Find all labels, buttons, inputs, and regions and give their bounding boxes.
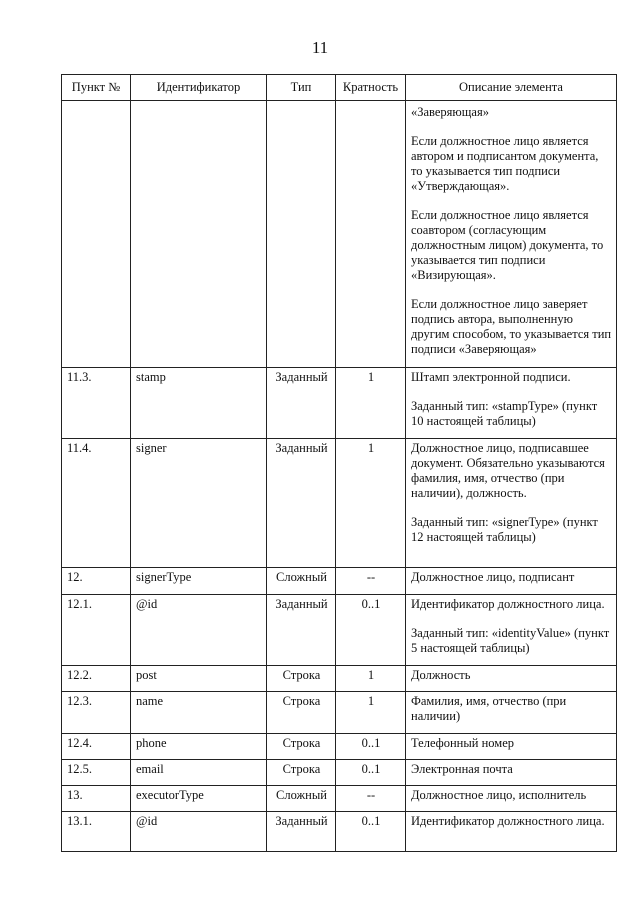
cell-description: [406, 101, 617, 368]
table-row: [62, 368, 617, 439]
table-row: [62, 595, 617, 666]
cell-multiplicity: 1: [336, 692, 406, 734]
cell-identifier: stamp: [131, 368, 267, 439]
table-row: [62, 439, 617, 568]
cell-multiplicity: 1: [336, 666, 406, 692]
cell-multiplicity: 1: [336, 368, 406, 439]
table-row: [62, 734, 617, 760]
table-row: [62, 666, 617, 692]
cell-identifier: phone: [131, 734, 267, 760]
header-num: Пункт №: [62, 75, 131, 101]
table-row: [62, 568, 617, 595]
header-identifier: Идентификатор: [131, 75, 267, 101]
table-row: [62, 786, 617, 812]
cell-num: 12.1.: [62, 595, 131, 666]
cell-num: [62, 101, 131, 368]
cell-description: [406, 368, 617, 439]
cell-description: [406, 595, 617, 666]
cell-type: Строка: [267, 666, 336, 692]
description-paragraph: Если должностное лицо является автором и подписантом документа, то указывается тип подписи «Утверждающая».: [411, 134, 599, 193]
cell-identifier: signer: [131, 439, 267, 568]
cell-type: Сложный: [267, 786, 336, 812]
cell-description: [406, 760, 617, 786]
description-paragraph: Должность: [411, 668, 471, 682]
cell-identifier: signerType: [131, 568, 267, 595]
cell-identifier: email: [131, 760, 267, 786]
description-paragraph: Должностное лицо, подписавшее документ. Обязательно указываются фамилия, имя, отчество (при наличии), должность.: [411, 441, 605, 500]
description-paragraph: Идентификатор должностного лица.: [411, 597, 605, 611]
description-paragraph: Штамп электронной подписи.: [411, 370, 571, 384]
cell-num: 12.5.: [62, 760, 131, 786]
cell-description: [406, 666, 617, 692]
cell-description: [406, 439, 617, 568]
cell-multiplicity: 1: [336, 439, 406, 568]
description-paragraph: Заданный тип: «signerType» (пункт 12 настоящей таблицы): [411, 515, 598, 544]
cell-type: [267, 101, 336, 368]
cell-identifier: @id: [131, 595, 267, 666]
cell-type: Строка: [267, 692, 336, 734]
description-paragraph: Телефонный номер: [411, 736, 514, 750]
cell-identifier: [131, 101, 267, 368]
description-paragraph: Заданный тип: «identityValue» (пункт 5 настоящей таблицы): [411, 626, 610, 655]
cell-description: [406, 786, 617, 812]
table-header-row: [62, 75, 617, 101]
cell-multiplicity: --: [336, 568, 406, 595]
cell-type: Заданный: [267, 595, 336, 666]
cell-type: Сложный: [267, 568, 336, 595]
cell-num: 12.: [62, 568, 131, 595]
header-multiplicity: Кратность: [336, 75, 406, 101]
cell-multiplicity: 0..1: [336, 595, 406, 666]
cell-num: 12.4.: [62, 734, 131, 760]
header-type: Тип: [267, 75, 336, 101]
description-paragraph: Должностное лицо, подписант: [411, 570, 575, 584]
description-paragraph: Если должностное лицо заверяет подпись автора, выполненную другим способом, то указывается тип подписи «Заверяющая»: [411, 297, 612, 356]
cell-num: 13.: [62, 786, 131, 812]
description-paragraph: «Заверяющая»: [411, 105, 489, 119]
cell-description: [406, 812, 617, 852]
cell-multiplicity: 0..1: [336, 812, 406, 852]
cell-num: 11.4.: [62, 439, 131, 568]
cell-type: Заданный: [267, 439, 336, 568]
cell-multiplicity: 0..1: [336, 760, 406, 786]
description-paragraph: Заданный тип: «stampType» (пункт 10 настоящей таблицы): [411, 399, 598, 428]
cell-identifier: name: [131, 692, 267, 734]
cell-type: Строка: [267, 760, 336, 786]
cell-multiplicity: [336, 101, 406, 368]
cell-identifier: @id: [131, 812, 267, 852]
cell-type: Строка: [267, 734, 336, 760]
header-description: Описание элемента: [406, 75, 617, 101]
description-paragraph: Если должностное лицо является соавтором (согласующим должностным лицом) документа, то указывается тип подписи «Визирующая».: [411, 208, 604, 282]
cell-description: [406, 734, 617, 760]
cell-num: 13.1.: [62, 812, 131, 852]
spec-table: [61, 74, 617, 852]
cell-identifier: executorType: [131, 786, 267, 812]
cell-multiplicity: 0..1: [336, 734, 406, 760]
cell-num: 12.3.: [62, 692, 131, 734]
cell-description: [406, 568, 617, 595]
page-number: 11: [311, 38, 329, 57]
cell-identifier: post: [131, 666, 267, 692]
cell-num: 11.3.: [62, 368, 131, 439]
description-paragraph: Электронная почта: [411, 762, 513, 776]
description-paragraph: Фамилия, имя, отчество (при наличии): [411, 694, 567, 723]
table-row: [62, 692, 617, 734]
table-row: [62, 812, 617, 852]
cell-num: 12.2.: [62, 666, 131, 692]
cell-multiplicity: --: [336, 786, 406, 812]
cell-type: Заданный: [267, 368, 336, 439]
cell-description: [406, 692, 617, 734]
table-row: [62, 101, 617, 368]
description-paragraph: Идентификатор должностного лица.: [411, 814, 605, 828]
table-row: [62, 760, 617, 786]
description-paragraph: Должностное лицо, исполнитель: [411, 788, 587, 802]
cell-type: Заданный: [267, 812, 336, 852]
